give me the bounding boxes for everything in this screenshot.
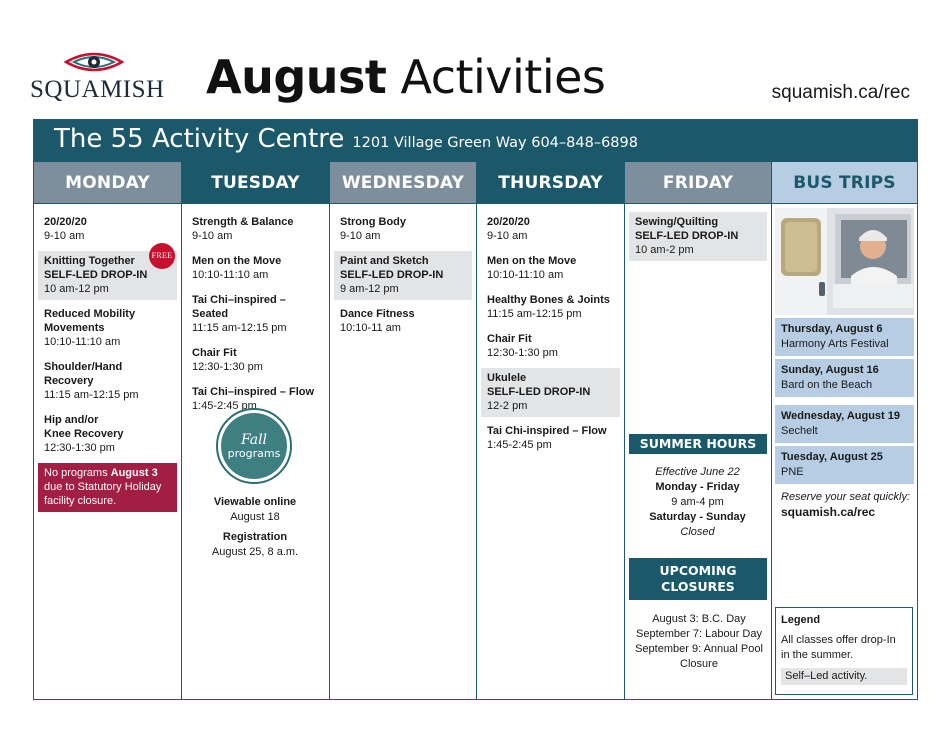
activity-time: 10:10-11 am [340, 322, 401, 334]
title-bold: August [206, 50, 387, 104]
activity-time: 9-10 am [340, 230, 381, 242]
wednesday-column [330, 162, 477, 699]
activity-name: Strong Body [340, 216, 406, 228]
tuesday-header: TUESDAY [182, 162, 329, 204]
activity-subtitle: SELF-LED DROP-IN [487, 386, 591, 398]
activity-item [481, 290, 620, 325]
thursday-activities [477, 204, 624, 456]
friday-activities [625, 204, 771, 261]
thursday-header: THURSDAY [477, 162, 624, 204]
activity-item [186, 290, 325, 339]
trip-date: Sunday, August 16 [781, 364, 879, 376]
summer-weekday-hours: 9 am-4 pm [671, 496, 724, 508]
activity-name: Healthy Bones & Joints [487, 294, 610, 306]
activity-subtitle: SELF-LED DROP-IN [44, 269, 148, 281]
trip-destination: Bard on the Beach [781, 379, 873, 391]
fall-badge-line2: programs [227, 446, 281, 460]
activity-name: 20/20/20 [487, 216, 530, 228]
summer-hours-details [625, 465, 770, 540]
activity-time: 9-10 am [44, 230, 85, 242]
bus-trip-item [775, 318, 914, 357]
summer-effective: Effective June 22 [655, 466, 740, 478]
tuesday-activities [182, 204, 329, 417]
activity-item [38, 212, 177, 247]
fall-programs-badge [216, 408, 292, 484]
legend-title: Legend [781, 614, 821, 626]
friday-column [625, 162, 772, 699]
activity-name: Men on the Move [487, 255, 577, 267]
activity-item-self-led [38, 251, 177, 300]
reserve-text: Reserve your seat quickly: [781, 491, 910, 503]
bus-trips-header: BUS TRIPS [772, 162, 917, 204]
activity-item [481, 329, 620, 364]
wednesday-activities [330, 204, 476, 339]
trip-destination: Sechelt [781, 425, 818, 437]
friday-header: FRIDAY [625, 162, 771, 204]
activity-name: Shoulder/Hand Recovery [44, 361, 123, 387]
activity-time: 9 am-12 pm [340, 283, 399, 295]
registration-date: August 25, 8 a.m. [211, 546, 299, 558]
squamish-logo [30, 50, 165, 106]
bus-trip-item [775, 405, 914, 444]
activity-time: 10 am-12 pm [44, 283, 109, 295]
activity-subtitle: SELF-LED DROP-IN [340, 269, 444, 281]
fall-registration [182, 530, 328, 560]
closures-heading-line2: CLOSURES [661, 579, 735, 594]
activity-name: Chair Fit [487, 333, 532, 345]
activity-name: Chair Fit [192, 347, 237, 359]
centre-banner [34, 120, 917, 162]
activity-name: Knitting Together [44, 255, 135, 267]
activity-name: Strength & Balance [192, 216, 294, 228]
summer-weekend-hours: Closed [680, 526, 715, 538]
activity-name: Reduced Mobility Movements [44, 308, 136, 334]
viewable-label: Viewable online [213, 496, 297, 508]
bus-trip-item [775, 359, 914, 398]
bus-driver-photo [775, 208, 914, 315]
activity-item [481, 251, 620, 286]
activity-name: Tai Chi-inspired – Flow [487, 425, 607, 437]
activity-item [38, 304, 177, 353]
activity-time: 12:30-1:30 pm [487, 347, 558, 359]
holiday-notice [38, 463, 177, 512]
trip-destination: PNE [781, 466, 804, 478]
activity-time: 9-10 am [487, 230, 528, 242]
activity-time: 10 am-2 pm [635, 244, 694, 256]
activity-name: Ukulele [487, 372, 527, 384]
monday-header: MONDAY [34, 162, 181, 204]
activity-name: Tai Chi–inspired – Seated [192, 294, 286, 320]
wednesday-header: WEDNESDAY [330, 162, 476, 204]
squamish-logo-icon [64, 50, 124, 74]
activity-time: 10:10-11:10 am [192, 269, 269, 281]
activity-time: 10:10-11:10 am [487, 269, 564, 281]
bus-trip-item [775, 446, 914, 485]
page-title [206, 50, 605, 104]
closure-item: September 7: Labour Day [636, 628, 762, 640]
trip-date: Wednesday, August 19 [781, 410, 900, 422]
notice-date: August 3 [110, 467, 158, 479]
activity-time: 12:30-1:30 pm [192, 361, 263, 373]
activity-time: 12:30-1:30 pm [44, 442, 115, 454]
title-rest: Activities [400, 50, 606, 104]
thursday-column [477, 162, 625, 699]
closures-list [629, 612, 769, 672]
activity-item [481, 212, 620, 247]
centre-name: The 55 Activity Centre [54, 124, 345, 154]
free-badge: FREE [149, 243, 175, 269]
website-link[interactable]: squamish.ca/rec [771, 82, 910, 103]
bus-trips-column [772, 162, 917, 699]
monday-column [34, 162, 182, 699]
activity-time: 1:45-2:45 pm [192, 400, 257, 412]
closure-item: August 3: B.C. Day [652, 613, 746, 625]
legend-self-led-swatch: Self–Led activity. [781, 668, 907, 685]
monday-activities [34, 204, 181, 512]
activity-item [38, 357, 177, 406]
activity-name: Paint and Sketch [340, 255, 429, 267]
summer-weekend-label: Saturday - Sunday [649, 511, 746, 523]
activity-name: Hip and/or Knee Recovery [44, 414, 124, 440]
registration-label: Registration [222, 531, 288, 543]
activity-item [334, 304, 472, 339]
activity-name: Dance Fitness [340, 308, 415, 320]
tuesday-column [182, 162, 330, 699]
activity-name: Tai Chi–inspired – Flow [192, 386, 315, 398]
activity-subtitle: SELF-LED DROP-IN [635, 230, 739, 242]
notice-text-post: due to Statutory Holiday facility closure. [44, 481, 162, 507]
reserve-link[interactable]: squamish.ca/rec [781, 505, 876, 519]
van-driver-image [775, 208, 914, 315]
closures-heading [629, 558, 767, 600]
legend-box [775, 607, 913, 695]
activity-time: 11:15 am-12:15 pm [192, 322, 287, 334]
viewable-date: August 18 [230, 511, 280, 523]
activity-item [334, 212, 472, 247]
trip-date: Tuesday, August 25 [781, 451, 883, 463]
summer-weekday-label: Monday - Friday [655, 481, 740, 493]
closures-heading-line1: UPCOMING [659, 563, 737, 578]
activity-item [186, 343, 325, 378]
activity-time: 11:15 am-12:15 pm [487, 308, 582, 320]
fall-badge-line1: Fall [240, 431, 268, 448]
fall-viewable [182, 495, 328, 525]
schedule-frame [33, 119, 918, 700]
closure-item: September 9: Annual Pool Closure [635, 643, 763, 670]
activity-item-self-led [629, 212, 767, 261]
activity-item [38, 410, 134, 459]
activity-time: 10:10-11:10 am [44, 336, 121, 348]
activity-name: Men on the Move [192, 255, 282, 267]
trip-date: Thursday, August 6 [781, 323, 883, 335]
activity-name: Sewing/Quilting [635, 216, 719, 228]
activity-time: 9-10 am [192, 230, 233, 242]
centre-address: 1201 Village Green Way 604–848–6898 [352, 135, 638, 151]
reserve-note [781, 490, 915, 520]
activity-time: 1:45-2:45 pm [487, 439, 552, 451]
activity-item [186, 212, 325, 247]
activity-time: 12-2 pm [487, 400, 528, 412]
activity-item-self-led [481, 368, 620, 417]
legend-text: All classes offer drop-In in the summer. [781, 634, 896, 661]
summer-hours-heading: SUMMER HOURS [629, 434, 767, 454]
activity-item [481, 421, 620, 456]
logo-wordmark: SQUAMISH [30, 76, 165, 103]
activity-item [186, 251, 325, 286]
activity-name: 20/20/20 [44, 216, 87, 228]
trip-destination: Harmony Arts Festival [781, 338, 889, 350]
activity-time: 11:15 am-12:15 pm [44, 389, 139, 401]
notice-text-pre: No programs [44, 467, 108, 479]
activity-item-self-led [334, 251, 472, 300]
